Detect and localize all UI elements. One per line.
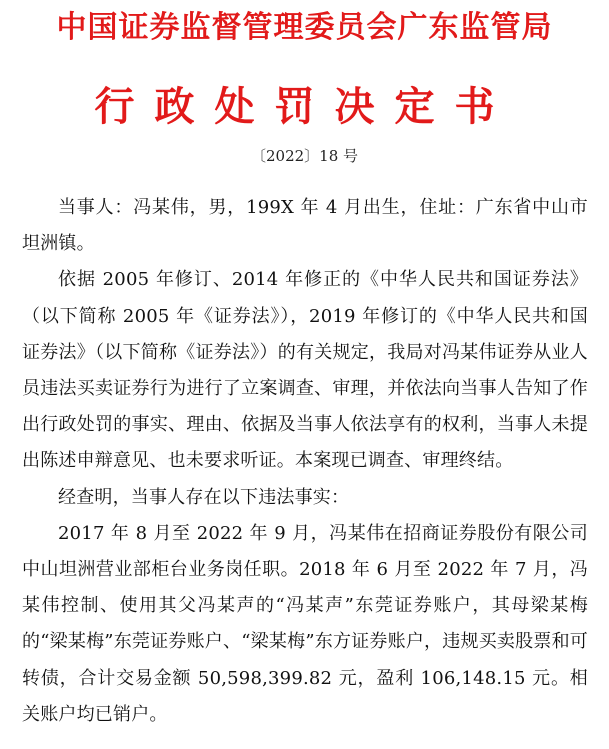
- issuing-authority: 中国证券监督管理委员会广东监管局: [56, 10, 553, 45]
- document-number: 〔2022〕18 号: [250, 147, 359, 165]
- document-body: [22, 190, 588, 733]
- paragraph-legal-basis: 依据 2005 年修订、2014 年修正的《中华人民共和国证券法》（以下简称 2005 年《证券法》），2019 年修订的《中华人民共和国证券法》（以下简称《证券法》）的有关规定，我局对冯某伟证券从业人员违法买卖证券行为进行了立案调查、审理，并依法向当事人告知了作出行政处罚的事实、理由、依据及当事人依法享有的权利，当事人未提出陈述申辩意见、也未要求听证。本案现已调查、审理终结。: [22, 269, 588, 472]
- paragraph-findings-intro: 经查明，当事人存在以下违法事实：: [58, 486, 350, 508]
- paragraph-facts: 2017 年 8 月至 2022 年 9 月，冯某伟在招商证券股份有限公司中山坦洲营业部柜台业务岗任职。2018 年 6 月至 2022 年 7 月，冯某伟控制、使用其父冯某声的“冯某声”东莞证券账户，其母梁某梅的“梁某梅”东莞证券账户、“梁某梅”东方证券账户，违规买卖股票和可转债，合计交易金额 50,598,399.82 元，盈利 106,148.15 元。相关账户均已销户。: [22, 522, 588, 725]
- document-title: 行政处罚决定书: [94, 83, 515, 130]
- paragraph-party: 当事人：冯某伟，男，199X 年 4 月出生，住址：广东省中山市坦洲镇。: [22, 197, 588, 255]
